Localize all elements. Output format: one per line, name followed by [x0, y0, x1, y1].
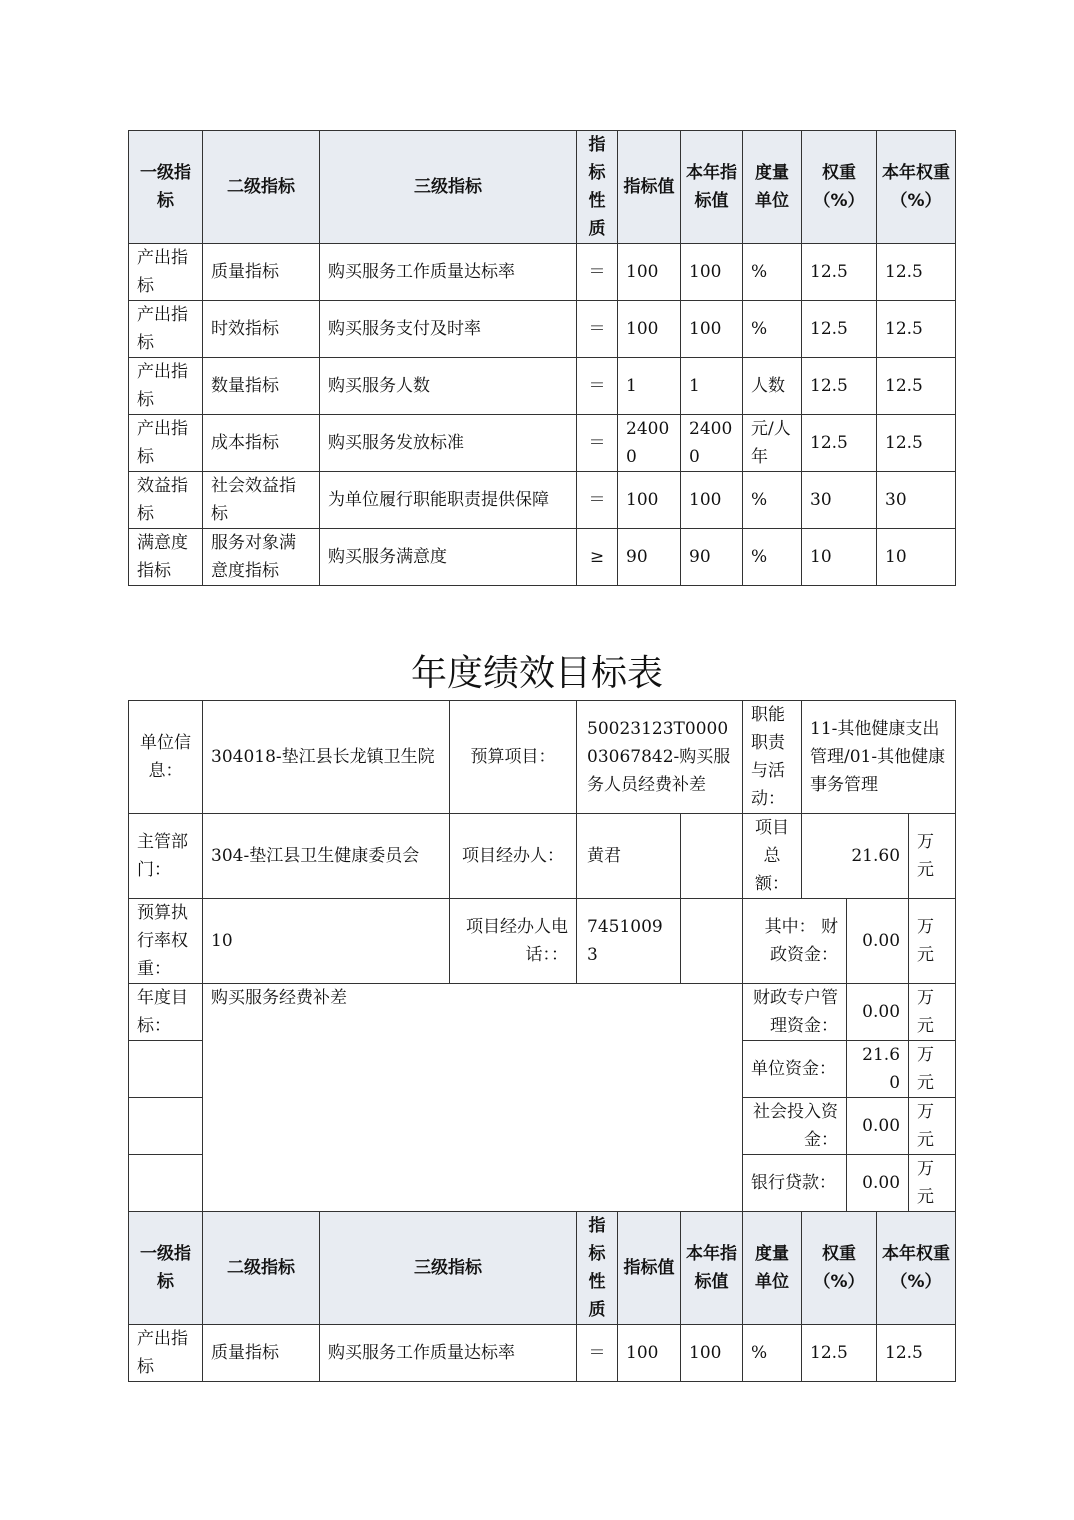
unit-fund-value: 21.60: [847, 1041, 909, 1098]
header-row: [129, 131, 956, 244]
cell-level2: 成本指标: [203, 415, 320, 472]
indicator-table-1: [128, 130, 956, 586]
empty-cell: [129, 1155, 203, 1212]
cell-weight: 12.5: [802, 301, 877, 358]
unit-value: 304018-垫江县长龙镇卫生院: [203, 701, 450, 814]
cell-weight: 10: [802, 529, 877, 586]
cell-level1: 产出指标: [129, 1325, 203, 1382]
header-value: 指标值: [618, 1212, 681, 1325]
fiscal-label: 其中： 财政资金：: [743, 899, 847, 984]
cell-year-value: 24000: [681, 415, 743, 472]
header-year-value: 本年指标值: [681, 1212, 743, 1325]
fiscal-unit: 万元: [909, 899, 956, 984]
cell-weight: 30: [802, 472, 877, 529]
cell-level2: 时效指标: [203, 301, 320, 358]
header-nature: 指标性质: [577, 131, 618, 244]
cell-year-value: 100: [681, 301, 743, 358]
cell-level1: 满意度指标: [129, 529, 203, 586]
header-value: 指标值: [618, 131, 681, 244]
cell-value: 100: [618, 1325, 681, 1382]
table-row: [129, 529, 956, 586]
empty-cell: [129, 1098, 203, 1155]
cell-nature: ＝: [577, 1325, 618, 1382]
cell-year-weight: 12.5: [877, 415, 956, 472]
social-label: 社会投入资金：: [743, 1098, 847, 1155]
cell-year-weight: 12.5: [877, 301, 956, 358]
cell-level1: 产出指标: [129, 358, 203, 415]
empty-cell: [681, 814, 743, 899]
bank-value: 0.00: [847, 1155, 909, 1212]
phone-label: 项目经办人电话：：: [450, 899, 577, 984]
header-level1: 一级指标: [129, 131, 203, 244]
header-row: [129, 1212, 956, 1325]
header-level3: 三级指标: [320, 131, 577, 244]
special-label: 财政专户管理资金：: [743, 984, 847, 1041]
header-year-weight: 本年权重（%）: [877, 1212, 956, 1325]
header-weight: 权重（%）: [802, 1212, 877, 1325]
unit-fund-label: 单位资金：: [743, 1041, 847, 1098]
cell-level2: 社会效益指标: [203, 472, 320, 529]
cell-level1: 产出指标: [129, 244, 203, 301]
unit-label: 单位信息：: [129, 701, 203, 814]
empty-cell: [681, 899, 743, 984]
cell-year-weight: 12.5: [877, 358, 956, 415]
cell-nature: ＝: [577, 301, 618, 358]
header-nature: 指标性质: [577, 1212, 618, 1325]
special-value: 0.00: [847, 984, 909, 1041]
cell-level3: 购买服务支付及时率: [320, 301, 577, 358]
cell-year-weight: 10: [877, 529, 956, 586]
cell-level3: 购买服务发放标准: [320, 415, 577, 472]
dept-label: 主管部门：: [129, 814, 203, 899]
header-unit: 度量单位: [743, 131, 802, 244]
header-level1: 一级指标: [129, 1212, 203, 1325]
budget-project-label: 预算项目：: [450, 701, 577, 814]
cell-nature: ＝: [577, 415, 618, 472]
social-unit: 万元: [909, 1098, 956, 1155]
cell-level3: 为单位履行职能职责提供保障: [320, 472, 577, 529]
cell-year-value: 100: [681, 1325, 743, 1382]
cell-value: 1: [618, 358, 681, 415]
header-year-value: 本年指标值: [681, 131, 743, 244]
cell-unit: %: [743, 472, 802, 529]
table-row: [129, 301, 956, 358]
cell-unit: %: [743, 244, 802, 301]
cell-unit: %: [743, 1325, 802, 1382]
special-unit: 万元: [909, 984, 956, 1041]
info-row-goal: [129, 984, 956, 1041]
cell-level3: 购买服务满意度: [320, 529, 577, 586]
cell-year-weight: 12.5: [877, 1325, 956, 1382]
cell-level3: 购买服务工作质量达标率: [320, 244, 577, 301]
info-row-unit: [129, 701, 956, 814]
cell-level2: 质量指标: [203, 244, 320, 301]
header-unit: 度量单位: [743, 1212, 802, 1325]
bank-unit: 万元: [909, 1155, 956, 1212]
exec-rate-label: 预算执行率权重：: [129, 899, 203, 984]
cell-value: 24000: [618, 415, 681, 472]
table-row: [129, 415, 956, 472]
cell-weight: 12.5: [802, 1325, 877, 1382]
header-year-weight: 本年权重（%）: [877, 131, 956, 244]
cell-level1: 效益指标: [129, 472, 203, 529]
cell-year-value: 90: [681, 529, 743, 586]
phone-value: 74510093: [577, 899, 681, 984]
cell-year-value: 100: [681, 244, 743, 301]
cell-level2: 数量指标: [203, 358, 320, 415]
header-level2: 二级指标: [203, 1212, 320, 1325]
header-level2: 二级指标: [203, 131, 320, 244]
cell-nature: ＝: [577, 472, 618, 529]
cell-weight: 12.5: [802, 358, 877, 415]
manager-label: 项目经办人：: [450, 814, 577, 899]
cell-level2: 质量指标: [203, 1325, 320, 1382]
table-row: [129, 1325, 956, 1382]
goal-label: 年度目标：: [129, 984, 203, 1041]
cell-unit: 人数: [743, 358, 802, 415]
cell-value: 100: [618, 244, 681, 301]
header-level3: 三级指标: [320, 1212, 577, 1325]
cell-year-value: 100: [681, 472, 743, 529]
cell-nature: ＝: [577, 244, 618, 301]
social-value: 0.00: [847, 1098, 909, 1155]
cell-level3: 购买服务工作质量达标率: [320, 1325, 577, 1382]
cell-year-weight: 12.5: [877, 244, 956, 301]
cell-unit: %: [743, 529, 802, 586]
cell-year-value: 1: [681, 358, 743, 415]
unit-fund-unit: 万元: [909, 1041, 956, 1098]
manager-value: 黄君: [577, 814, 681, 899]
fiscal-value: 0.00: [847, 899, 909, 984]
empty-cell: [129, 1041, 203, 1098]
cell-level2: 服务对象满意度指标: [203, 529, 320, 586]
budget-project-value: 50023123T000003067842-购买服务人员经费补差: [577, 701, 743, 814]
goal-value: 购买服务经费补差: [203, 984, 743, 1212]
cell-unit: 元/人年: [743, 415, 802, 472]
cell-level1: 产出指标: [129, 415, 203, 472]
header-weight: 权重（%）: [802, 131, 877, 244]
total-value: 21.60: [802, 814, 909, 899]
table-row: [129, 244, 956, 301]
function-value: 11-其他健康支出管理/01-其他健康事务管理: [802, 701, 956, 814]
table-row: [129, 472, 956, 529]
cell-weight: 12.5: [802, 244, 877, 301]
cell-nature: ＝: [577, 358, 618, 415]
info-row-exec: [129, 899, 956, 984]
exec-rate-value: 10: [203, 899, 450, 984]
cell-value: 90: [618, 529, 681, 586]
cell-weight: 12.5: [802, 415, 877, 472]
cell-nature: ≥: [577, 529, 618, 586]
table-row: [129, 358, 956, 415]
cell-value: 100: [618, 472, 681, 529]
bank-label: 银行贷款：: [743, 1155, 847, 1212]
cell-value: 100: [618, 301, 681, 358]
info-row-dept: [129, 814, 956, 899]
function-label: 职能职责与活动：: [743, 701, 802, 814]
cell-level1: 产出指标: [129, 301, 203, 358]
total-unit: 万元: [909, 814, 956, 899]
cell-unit: %: [743, 301, 802, 358]
total-label: 项目总额：: [743, 814, 802, 899]
performance-target-table: [128, 700, 956, 1382]
dept-value: 304-垫江县卫生健康委员会: [203, 814, 450, 899]
cell-level3: 购买服务人数: [320, 358, 577, 415]
cell-year-weight: 30: [877, 472, 956, 529]
page-title: 年度绩效目标表: [410, 653, 663, 694]
